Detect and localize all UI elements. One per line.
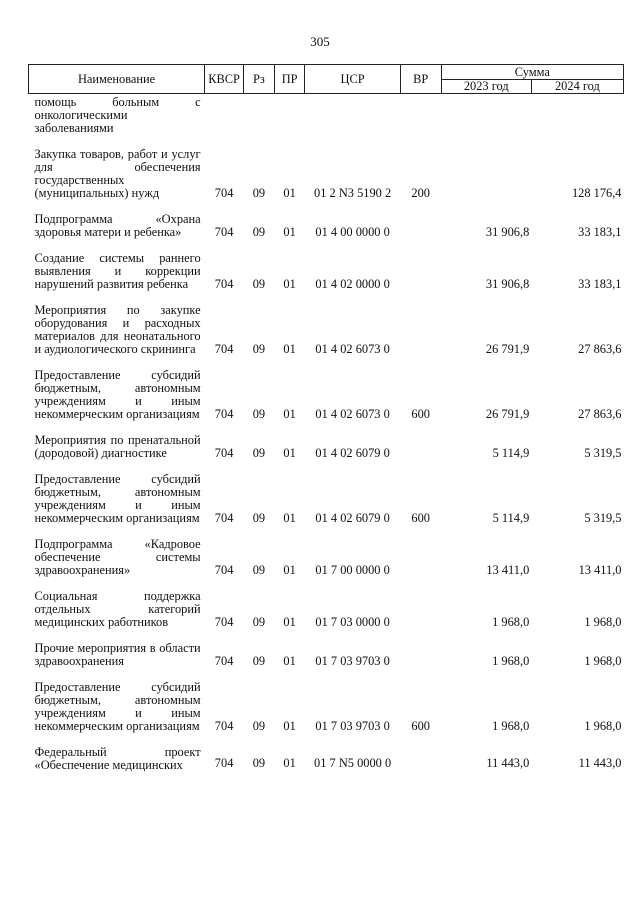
row-name: Прочие мероприятия в области здравоохранения: [34, 641, 201, 668]
row-sum-2024: 1 968,0: [584, 615, 622, 629]
row-name: Предоставление субсидий бюджетным, автономным учреждениям и иным некоммерческим организациям: [34, 472, 201, 525]
row-sum-2023: 26 791,9: [485, 407, 530, 421]
row-vr: [400, 294, 441, 359]
row-sum-2023: 1 968,0: [492, 719, 530, 733]
row-sum-2024: 5 319,5: [584, 446, 622, 460]
row-sum-2024: [531, 94, 623, 139]
row-sum-2024: 27 863,6: [578, 342, 622, 356]
row-kvsr: 704: [214, 615, 234, 629]
row-rz: [244, 94, 275, 139]
row-kvsr: 704: [214, 511, 234, 525]
row-sum-2023: 26 791,9: [485, 342, 530, 356]
row-rz: 09: [252, 563, 266, 577]
row-sum-2023: 11 443,0: [486, 756, 530, 770]
row-vr: [400, 736, 441, 775]
table-row: [29, 138, 624, 203]
row-pr: 01: [283, 225, 296, 239]
row-rz: 09: [252, 756, 266, 770]
table-row: [29, 94, 624, 139]
table-row: [29, 359, 624, 424]
row-sum-2024: 33 183,1: [578, 277, 622, 291]
page-number: 305: [310, 34, 330, 49]
header-name: Наименование: [29, 65, 205, 94]
row-vr: 200: [411, 186, 430, 200]
row-kvsr: 704: [214, 446, 234, 460]
row-vr: [400, 94, 441, 139]
row-rz: 09: [252, 277, 266, 291]
row-kvsr: 704: [214, 186, 234, 200]
header-year-2024: 2024 год: [531, 80, 623, 94]
header-pr: ПР: [274, 65, 305, 94]
row-pr: 01: [283, 563, 296, 577]
header-kvsr: КВСР: [205, 65, 244, 94]
row-sum-2023: 31 906,8: [485, 277, 530, 291]
row-name: Федеральный проект «Обеспечение медицинских: [34, 745, 201, 772]
row-sum-2023: 5 114,9: [492, 511, 530, 525]
row-kvsr: 704: [214, 719, 234, 733]
header-sum: Сумма: [441, 65, 623, 80]
row-pr: 01: [283, 654, 296, 668]
row-pr: 01: [283, 186, 296, 200]
row-csr: 01 7 03 9703 0: [315, 719, 390, 733]
row-sum-2024: 11 443,0: [578, 756, 622, 770]
row-kvsr: 704: [214, 342, 234, 356]
table-row: [29, 424, 624, 463]
row-kvsr: 704: [214, 563, 234, 577]
header-csr: ЦСР: [305, 65, 400, 94]
row-csr: 01 7 N5 0000 0: [314, 756, 392, 770]
row-rz: 09: [252, 719, 266, 733]
header-year-2023: 2023 год: [441, 80, 531, 94]
row-name: Закупка товаров, работ и услуг для обеспечения государственных (муниципальных) нужд: [34, 147, 201, 200]
row-csr: 01 4 00 0000 0: [315, 225, 390, 239]
row-csr: 01 7 03 0000 0: [315, 615, 390, 629]
row-csr: 01 7 03 9703 0: [315, 654, 390, 668]
row-csr: [305, 94, 400, 139]
table-row: [29, 736, 624, 775]
row-name: помощь больным с онкологическими заболеваниями: [34, 95, 201, 135]
row-rz: 09: [252, 615, 266, 629]
table-row: [29, 294, 624, 359]
row-name: Создание системы раннего выявления и коррекции нарушений развития ребенка: [34, 251, 201, 291]
row-rz: 09: [252, 654, 266, 668]
table-row: [29, 671, 624, 736]
row-vr: [400, 424, 441, 463]
row-pr: 01: [283, 407, 296, 421]
row-pr: 01: [283, 277, 296, 291]
row-rz: 09: [252, 446, 266, 460]
row-csr: 01 4 02 6079 0: [315, 511, 390, 525]
table-row: [29, 463, 624, 528]
row-sum-2024: 5 319,5: [584, 511, 622, 525]
row-csr: 01 7 00 0000 0: [315, 563, 390, 577]
row-name: Подпрограмма «Охрана здоровья матери и ребенка»: [34, 212, 201, 239]
row-sum-2023: 1 968,0: [492, 615, 530, 629]
row-kvsr: 704: [214, 407, 234, 421]
row-rz: 09: [252, 225, 266, 239]
row-vr: 600: [411, 407, 430, 421]
table-row: [29, 242, 624, 294]
row-pr: 01: [283, 756, 296, 770]
row-vr: 600: [411, 719, 430, 733]
row-csr: 01 4 02 6073 0: [315, 407, 390, 421]
row-sum-2023: 31 906,8: [485, 225, 530, 239]
row-rz: 09: [252, 511, 266, 525]
row-name: Предоставление субсидий бюджетным, автономным учреждениям и иным некоммерческим организациям: [34, 368, 201, 421]
row-name: Мероприятия по закупке оборудования и расходных материалов для неонатального и аудиологического скрининга: [34, 303, 201, 356]
row-pr: 01: [283, 342, 296, 356]
table-row: [29, 632, 624, 671]
row-sum-2024: 128 176,4: [571, 186, 622, 200]
row-kvsr: 704: [214, 654, 234, 668]
row-sum-2023: 13 411,0: [486, 563, 530, 577]
row-csr: 01 2 N3 5190 2: [314, 186, 392, 200]
row-vr: [400, 580, 441, 632]
header-vr: ВР: [400, 65, 441, 94]
row-sum-2024: 1 968,0: [584, 719, 622, 733]
row-csr: 01 4 02 6079 0: [315, 446, 390, 460]
table-body: [29, 94, 624, 776]
row-csr: 01 4 02 6073 0: [315, 342, 390, 356]
row-rz: 09: [252, 186, 266, 200]
row-pr: [274, 94, 305, 139]
row-name: Подпрограмма «Кадровое обеспечение системы здравоохранения»: [34, 537, 201, 577]
row-sum-2024: 1 968,0: [584, 654, 622, 668]
row-rz: 09: [252, 407, 266, 421]
table-row: [29, 528, 624, 580]
row-sum-2023: 1 968,0: [492, 654, 530, 668]
header-rz: Рз: [244, 65, 275, 94]
row-name: Мероприятия по пренатальной (дородовой) диагностике: [34, 433, 201, 460]
row-pr: 01: [283, 719, 296, 733]
row-csr: 01 4 02 0000 0: [315, 277, 390, 291]
row-kvsr: 704: [214, 277, 234, 291]
row-sum-2024: 33 183,1: [578, 225, 622, 239]
row-pr: 01: [283, 446, 296, 460]
row-pr: 01: [283, 615, 296, 629]
row-kvsr: [205, 94, 244, 139]
table-header: [29, 65, 624, 94]
row-vr: [400, 632, 441, 671]
row-vr: [400, 528, 441, 580]
row-kvsr: 704: [214, 756, 234, 770]
row-sum-2023: [441, 94, 531, 139]
row-sum-2024: 27 863,6: [578, 407, 622, 421]
row-pr: 01: [283, 511, 296, 525]
row-sum-2023: 5 114,9: [492, 446, 530, 460]
row-kvsr: 704: [214, 225, 234, 239]
row-vr: 600: [411, 511, 430, 525]
row-rz: 09: [252, 342, 266, 356]
budget-table: [28, 64, 624, 775]
row-sum-2023: [441, 138, 531, 203]
table-row: [29, 580, 624, 632]
row-vr: [400, 203, 441, 242]
table-row: [29, 203, 624, 242]
row-sum-2024: 13 411,0: [578, 563, 622, 577]
row-vr: [400, 242, 441, 294]
row-name: Социальная поддержка отдельных категорий медицинских работников: [34, 589, 201, 629]
row-name: Предоставление субсидий бюджетным, автономным учреждениям и иным некоммерческим организациям: [34, 680, 201, 733]
